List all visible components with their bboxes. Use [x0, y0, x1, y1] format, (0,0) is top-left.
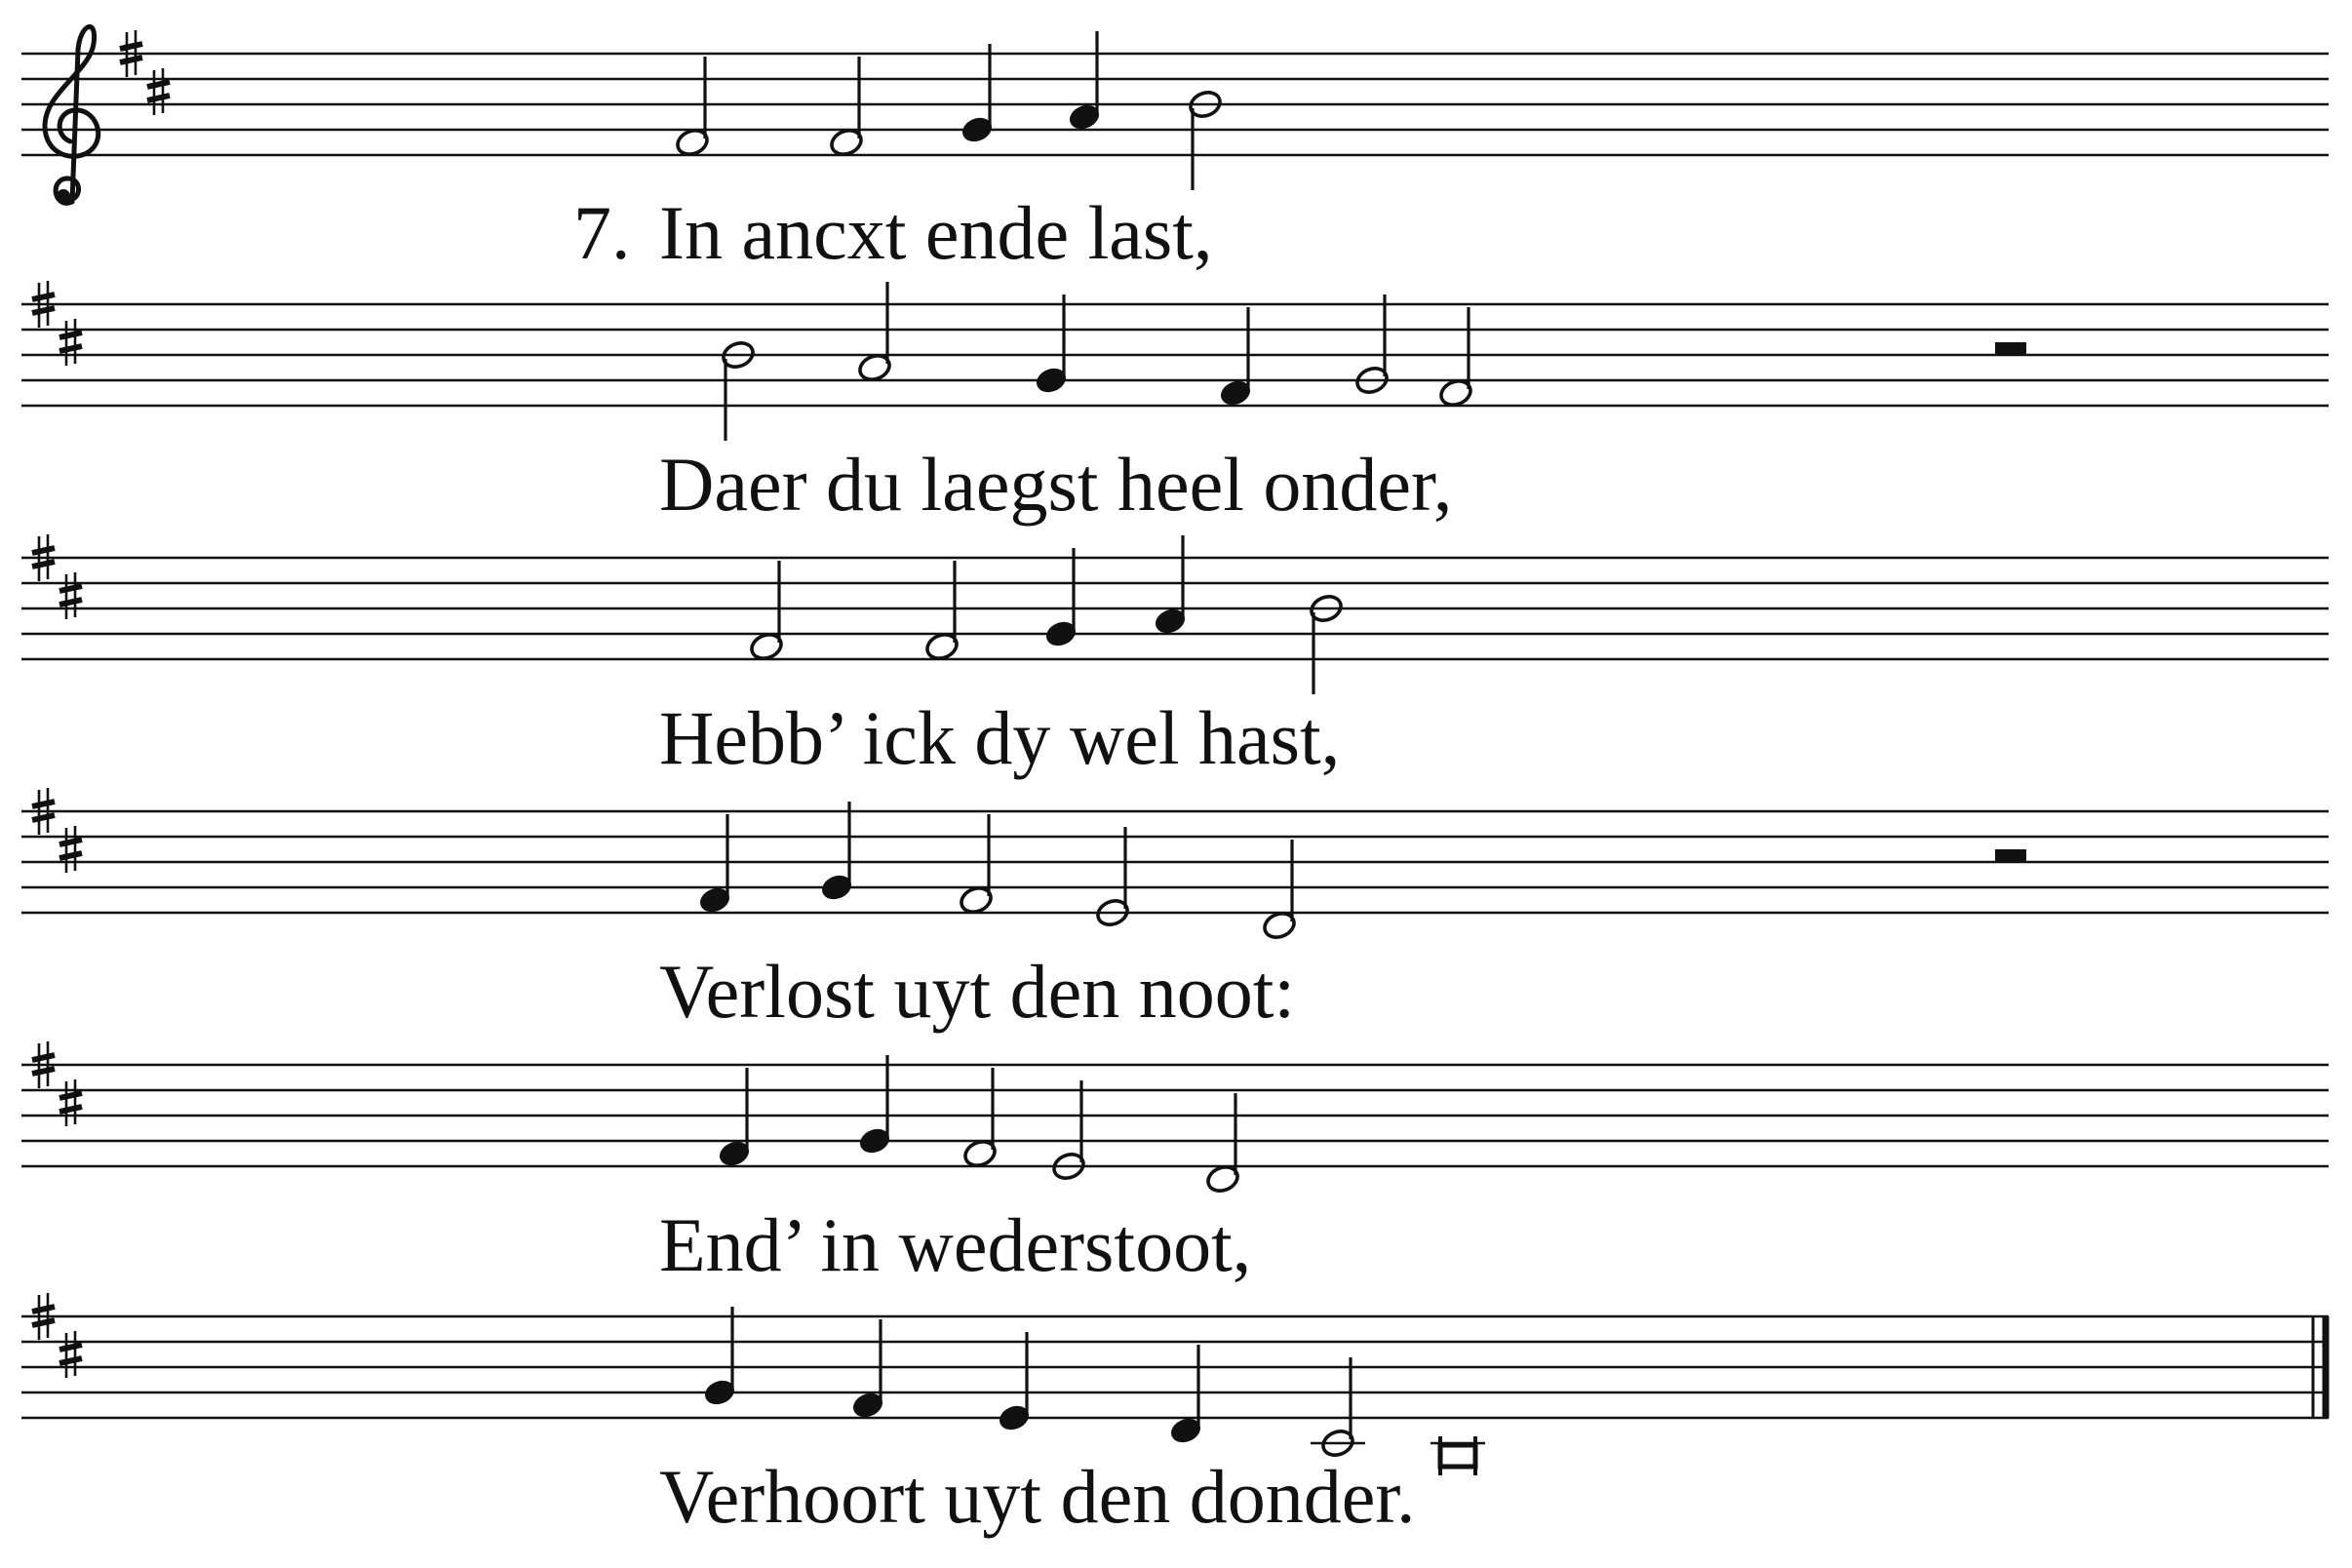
lyric-line-3: Hebb’ ick dy wel hast,	[659, 695, 1341, 780]
sharp-icon	[59, 1079, 82, 1126]
lyric-line-4: Verlost uyt den noot:	[659, 949, 1296, 1034]
sharp-icon	[147, 68, 170, 115]
sharp-icon	[59, 826, 82, 873]
staff-system-4	[21, 788, 2329, 941]
staff-system-2	[21, 281, 2329, 441]
half-rest	[1995, 342, 2026, 355]
staff-system-3	[21, 534, 2329, 694]
staff-system-5	[21, 1041, 2329, 1195]
lyric-line-6: Verhoort uyt den donder.	[659, 1454, 1416, 1539]
staff-system-1	[21, 26, 2329, 203]
staff-system-6	[21, 1293, 2329, 1475]
lyric-line-1: In ancxt ende last,	[659, 190, 1213, 275]
sharp-icon	[59, 572, 82, 619]
sharp-icon	[59, 1331, 82, 1378]
lyric-line-5: End’ in wederstoot,	[659, 1202, 1252, 1287]
verse-number: 7.	[573, 190, 631, 275]
half-rest	[1995, 849, 2026, 862]
sharp-icon	[59, 319, 82, 366]
lyric-line-2: Daer du laegst heel onder,	[659, 442, 1453, 527]
